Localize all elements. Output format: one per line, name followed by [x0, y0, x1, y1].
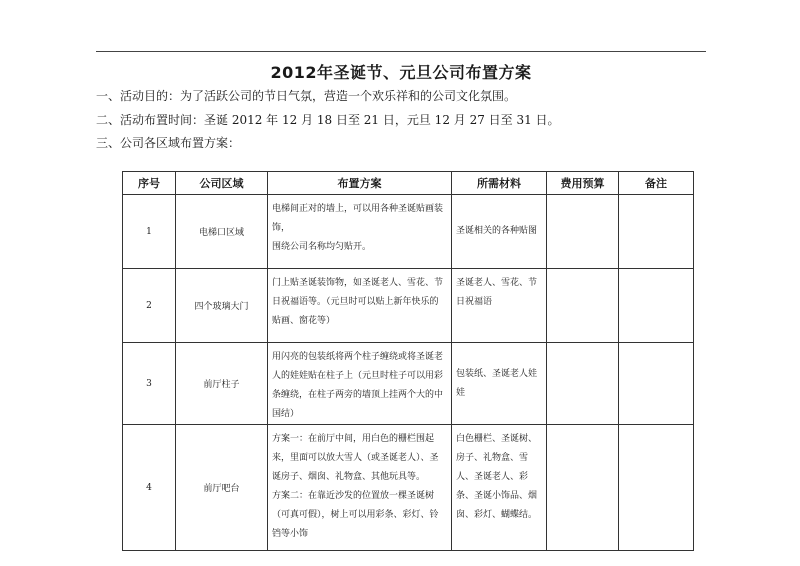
cell-note [619, 195, 694, 269]
cell-budget [547, 425, 619, 551]
cell-plan [268, 425, 452, 551]
cell-area: 四个玻璃大门 [176, 269, 268, 343]
table-row [123, 425, 694, 551]
cell-index: 2 [123, 269, 176, 343]
table-row [123, 343, 694, 425]
cell-index: 3 [123, 343, 176, 425]
cell-note [619, 343, 694, 425]
table-row [123, 269, 694, 343]
table-header-row [123, 172, 694, 195]
cell-materials: 白色栅栏、圣诞树、房子、礼物盒、雪人、圣诞老人、彩条、圣诞小饰品、烟囱、彩灯、蝴蝶结。 [452, 425, 547, 551]
cell-materials: 包装纸、圣诞老人娃娃 [452, 343, 547, 425]
cell-budget [547, 195, 619, 269]
cell-plan [268, 343, 452, 425]
table-row [123, 195, 694, 269]
cell-materials: 圣诞相关的各种贴图 [452, 195, 547, 269]
plan-text: 电梯间正对的墙上，可以用各种圣诞贴画装饰， [272, 204, 444, 233]
header-rule [96, 51, 706, 52]
header-index: 序号 [123, 172, 176, 195]
cell-materials: 圣诞老人、雪花、节日祝福语 [452, 269, 547, 343]
section-schedule: 二、活动布置时间：圣诞 2012 年 12 月 18 日至 21 日，元旦 12 月 27 日至 31 日。 [96, 113, 560, 127]
cell-note [619, 425, 694, 551]
plan-text: 围绕公司名称均匀贴开。 [272, 242, 372, 252]
cell-plan [268, 269, 452, 343]
plan-text: 门上贴圣诞装饰物，如圣诞老人、雪花、节日祝福语等。（元旦时可以贴上新年快乐的贴画、窗花等） [272, 278, 444, 326]
section-purpose: 一、活动目的：为了活跃公司的节日气氛，营造一个欢乐祥和的公司文化氛围。 [96, 89, 517, 103]
layout-plan-table [122, 171, 694, 551]
section-areas: 三、公司各区域布置方案： [96, 136, 241, 150]
header-materials: 所需材料 [452, 172, 547, 195]
cell-note [619, 269, 694, 343]
plan-text: 方案一：在前厅中间，用白色的栅栏围起来，里面可以放大雪人（或圣诞老人）、圣诞房子、烟囱、礼物盒、其他玩具等。 [272, 434, 439, 482]
header-budget: 费用预算 [547, 172, 619, 195]
header-area: 公司区域 [176, 172, 268, 195]
cell-area: 前厅吧台 [176, 425, 268, 551]
cell-area: 前厅柱子 [176, 343, 268, 425]
document-title: 2012年圣诞节、元旦公司布置方案 [270, 63, 532, 82]
plan-text: 用闪亮的包装纸将两个柱子缠绕或将圣诞老人的娃娃贴在柱子上（元旦时柱子可以用彩条缠绕，在柱子两旁的墙顶上挂两个大的中国结） [272, 352, 444, 419]
plan-text: 方案二：在靠近沙发的位置放一棵圣诞树（可真可假），树上可以用彩条、彩灯、铃铛等小饰 [272, 491, 439, 539]
header-plan: 布置方案 [268, 172, 452, 195]
header-note: 备注 [619, 172, 694, 195]
cell-index: 4 [123, 425, 176, 551]
cell-budget [547, 343, 619, 425]
cell-budget [547, 269, 619, 343]
cell-area: 电梯口区域 [176, 195, 268, 269]
cell-plan [268, 195, 452, 269]
cell-index: 1 [123, 195, 176, 269]
